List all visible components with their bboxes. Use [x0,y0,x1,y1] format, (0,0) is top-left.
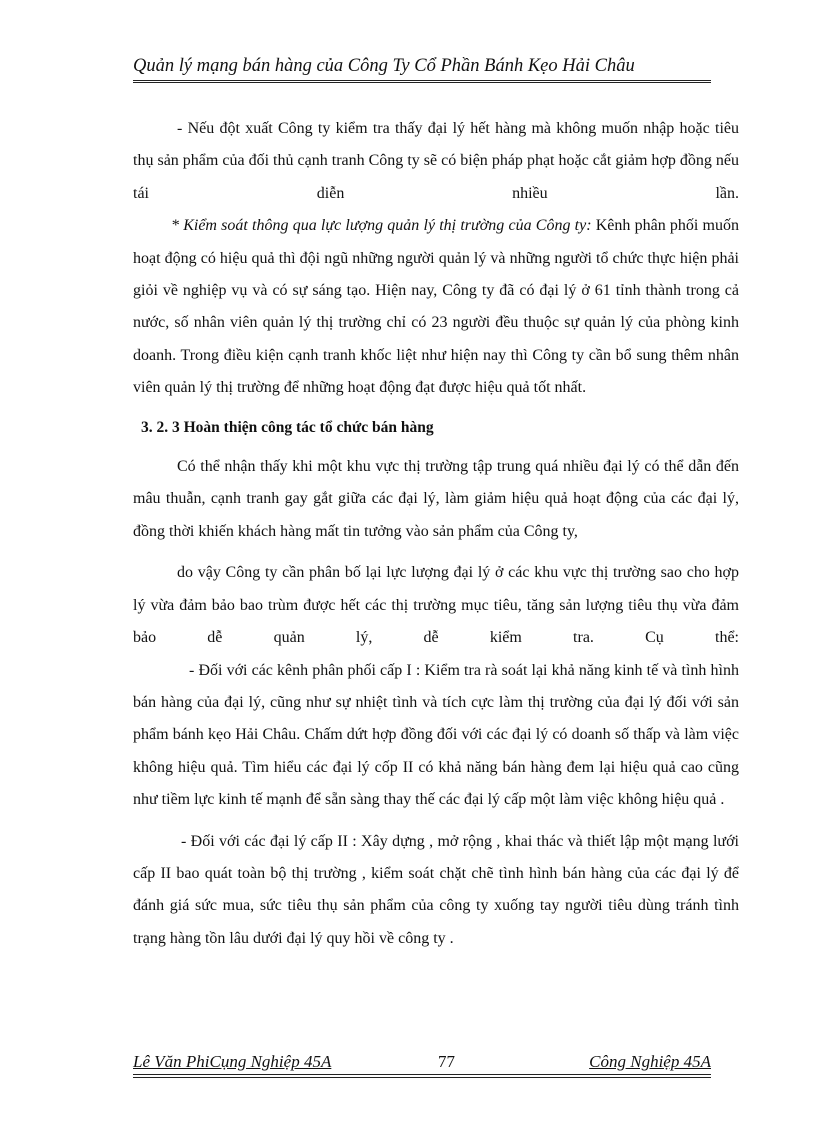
header-title: Quản lý mạng bán hàng của Công Ty Cổ Phần Bánh Kẹo Hải Châu [133,56,635,76]
paragraph-agent-conflict: Có thể nhận thấy khi một khu vực thị trường tập trung quá nhiều đại lý có thể dẫn đến mâu thuẫn, cạnh tranh gay gắt giữa các đại lý, làm giảm hiệu quả hoạt động của các đại lý, đồng thời khiến khách hàng mất tin tưởng vào sản phẩm của Công ty, [133,458,739,540]
market-control-text: Kênh phân phối muốn hoạt động có hiệu quả thì đội ngũ những người quản lý và những người tổ chức thực hiện phải giỏi về nghiệp vụ và có sự sáng tạo. Hiện nay, Công ty đã có đại lý ở 61 tỉnh thành trong cả nước, số nhân viên quản lý thị trường chỉ có 23 người đều thuộc sự quản lý của phòng kinh doanh. Trong điều kiện cạnh tranh khốc liệt như hiện nay thì Công ty cần bổ sung thêm nhân viên quản lý thị trường để những hoạt động đạt được hiệu quả tốt nhất. [133,217,739,397]
footer-author: Lê Văn PhiCụng Nghiệp 45A [133,1052,332,1071]
paragraph-redistribution: do vậy Công ty cần phân bố lại lực lượng đại lý ở các khu vực thị trường sao cho hợp lý vừa đảm bảo bao trùm được hết các thị trường mục tiêu, tăng sản lượng tiêu thụ vừa đảm bảo dễ quản lý, dễ kiểm tra. Cụ thể: [133,564,739,647]
paragraph-market-control [133,210,739,404]
header-rule [133,82,711,83]
document-body [133,113,739,955]
footer-rule [133,1077,711,1078]
page-footer [133,1050,711,1075]
paragraph-level-one: - Đối với các kênh phân phối cấp I : Kiểm tra rà soát lại khả năng kinh tế và tình hình bán hàng của đại lý, cũng như sự nhiệt tình và tích cực làm thị trường của đại lý đối với sản phẩm bánh kẹo Hải Châu. Chấm dứt hợp đồng đối với các đại lý có doanh số thấp và làm việc không hiệu quả. Tìm hiểu các đại lý cốp II có khả năng bán hàng đem lại hiệu quả cao cũng như tiềm lực kinh tế mạnh để sẵn sàng thay thế các đại lý cấp một làm việc không hiệu quả . [133,661,739,809]
market-control-lead: * Kiểm soát thông qua lực lượng quản lý thị trường của Công ty: [171,217,592,235]
paragraph-penalty: - Nếu đột xuất Công ty kiểm tra thấy đại lý hết hàng mà không muốn nhập hoặc tiêu thụ sản phẩm của đối thủ cạnh tranh Công ty sẽ có biện pháp phạt hoặc cắt giảm hợp đồng nếu tái diễn nhiều lần. [133,120,739,202]
footer-class: Công Nghiệp 45A [589,1052,711,1071]
page-header [133,50,711,81]
section-heading: 3. 2. 3 Hoàn thiện công tác tổ chức bán hàng [141,418,434,436]
page-number: 77 [438,1052,455,1071]
paragraph-level-two: - Đối với các đại lý cấp II : Xây dựng , mở rộng , khai thác và thiết lập một mạng lưới cấp II bao quát toàn bộ thị trường , kiểm soát chặt chẽ tình hình bán hàng của các đại lý để đánh giá sức mua, sức tiêu thụ sản phẩm của công ty xuống tay người tiêu dùng tránh tình trạng hàng tồn lâu dưới đại lý quy hồi về công ty . [133,832,739,947]
